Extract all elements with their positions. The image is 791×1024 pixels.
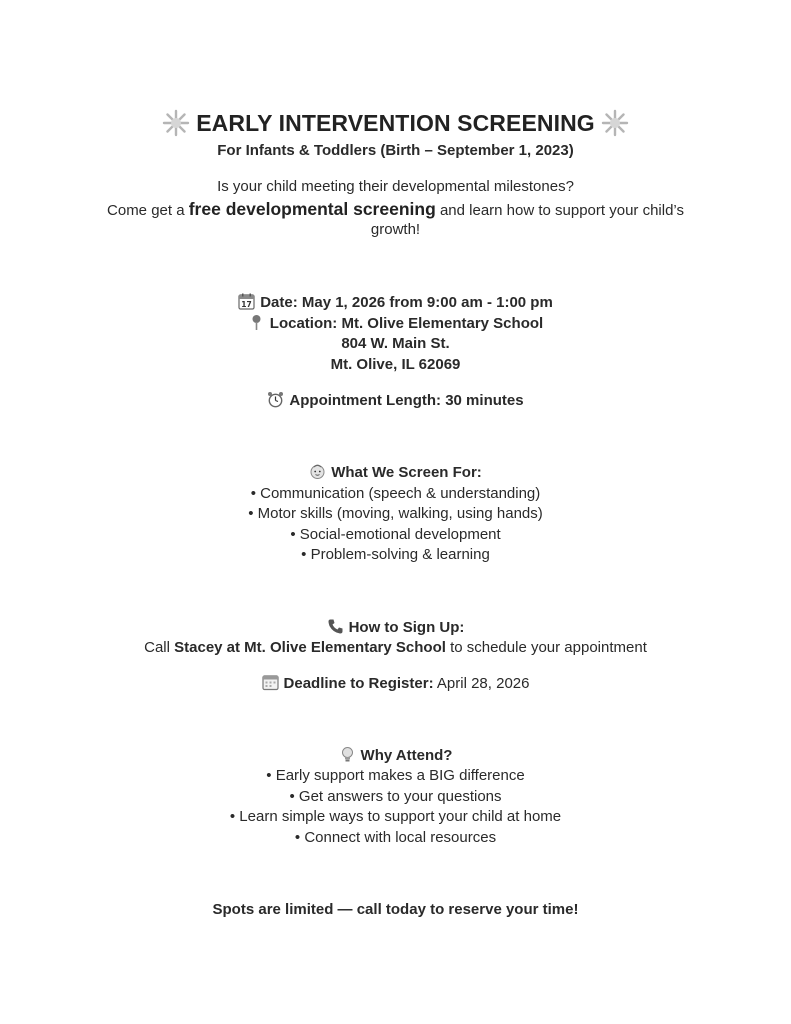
list-item: • Connect with local resources	[294, 829, 497, 846]
deadline-value: April 28, 2026	[433, 675, 530, 692]
why-attend-heading	[0, 746, 791, 766]
calendar-page-icon	[262, 674, 279, 691]
sign-up-text: Call	[144, 639, 175, 656]
intro-text: and learn how to support your child’s	[435, 202, 684, 219]
address-line-2: Mt. Olive, IL 62069	[330, 356, 461, 373]
page-title: EARLY INTERVENTION SCREENING	[196, 110, 595, 136]
list-item: • Learn simple ways to support your child at home	[229, 808, 562, 825]
screen-for-heading-text: What We Screen For:	[331, 464, 482, 481]
calendar-icon	[238, 293, 255, 310]
list-item: • Problem-solving & learning	[301, 546, 490, 563]
list-item: • Social-emotional development	[290, 526, 501, 543]
svg-text:17: 17	[241, 300, 252, 309]
sign-up-instructions	[0, 638, 791, 658]
list-item: • Motor skills (moving, walking, using hands)	[248, 505, 543, 522]
deadline-label: Deadline to Register:	[283, 675, 434, 692]
list-item: • Communication (speech & understanding)	[250, 485, 541, 502]
event-location-text: Location: Mt. Olive Elementary School	[269, 315, 544, 332]
closing-message: Spots are limited — call today to reserve your time!	[212, 901, 579, 918]
event-location	[0, 314, 791, 334]
subtitle: For Infants & Toddlers (Birth – September 1, 2023)	[217, 142, 574, 159]
sign-up-heading	[0, 618, 791, 638]
appointment-length	[0, 391, 791, 411]
page-title-row	[0, 108, 791, 139]
event-date	[0, 293, 791, 313]
why-attend-heading-text: Why Attend?	[360, 747, 453, 764]
list-item: • Early support makes a BIG difference	[266, 767, 525, 784]
lightbulb-icon	[339, 746, 356, 763]
event-date-text: Date: May 1, 2026 from 9:00 am - 1:00 pm	[260, 294, 553, 311]
intro-question: Is your child meeting their developmental milestones?	[217, 178, 574, 195]
intro-line-end: growth!	[370, 221, 421, 238]
screen-for-heading	[0, 463, 791, 483]
appointment-length-text: Appointment Length: 30 minutes	[289, 392, 524, 409]
telephone-icon	[327, 618, 344, 635]
baby-icon	[309, 463, 326, 480]
sparkle-burst-icon	[601, 109, 629, 137]
list-item: • Get answers to your questions	[289, 788, 502, 805]
sign-up-heading-text: How to Sign Up:	[348, 619, 465, 636]
intro-text: Come get a	[107, 202, 189, 219]
alarm-clock-icon	[267, 391, 284, 408]
intro-line	[0, 199, 791, 221]
contact-name: Stacey at Mt. Olive Elementary School	[174, 639, 446, 656]
pushpin-icon	[248, 314, 265, 331]
registration-deadline	[0, 674, 791, 694]
address-line-1: 804 W. Main St.	[341, 335, 450, 352]
sparkle-burst-icon	[162, 109, 190, 137]
sign-up-text: to schedule your appointment	[445, 639, 647, 656]
intro-emphasis: free developmental screening	[188, 199, 436, 219]
